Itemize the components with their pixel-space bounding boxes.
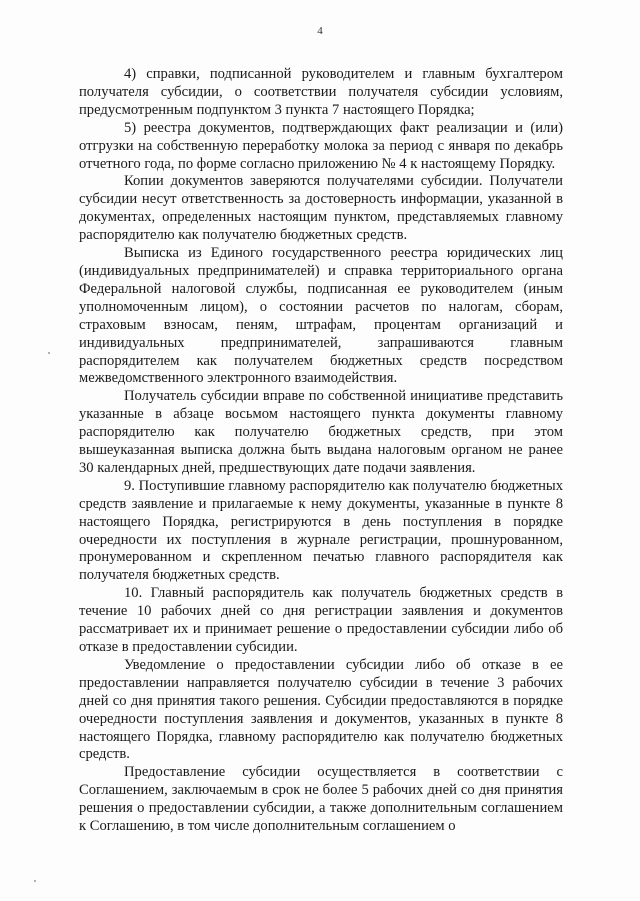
paragraph-document-copies: Копии документов заверяются получателями субсидии. Получатели субсидии несут ответственность за достоверность информации, указанной в документах, определенных настоящим пунктом, представляемых главному распорядителю как получателю бюджетных средств. bbox=[79, 173, 563, 244]
paragraph-own-initiative: Получатель субсидии вправе по собственной инициативе представить указанные в абзаце восьмом настоящего пункта документы главному распорядителю как получателю бюджетных средств, при этом вышеуказанная выписка должна быть выдана налоговым органом не ранее 30 календарных дней, предшествующих дате подачи заявления. bbox=[79, 388, 563, 476]
document-body bbox=[79, 66, 563, 836]
scan-speck bbox=[48, 352, 50, 354]
paragraph-item-5: 5) реестра документов, подтверждающих факт реализации и (или) отгрузки на собственную переработку молока за период с января по декабрь отчетного года, по форме согласно приложению № 4 к настоящему Порядку. bbox=[79, 119, 563, 172]
paragraph-section-10: 10. Главный распорядитель как получатель бюджетных средств в течение 10 рабочих дней со дня регистрации заявления и документов рассматривает их и принимает решение о предоставлении субсидии либо об отказе в предоставлении субсидии. bbox=[79, 585, 563, 655]
paragraph-section-9: 9. Поступившие главному распорядителю как получателю бюджетных средств заявление и прилагаемые к нему документы, указанные в пункте 8 настоящего Порядка, регистрируются в день поступления в порядке очередности их поступления в журнале регистрации, прошнурованном, пронумерованном и скрепленном печатью главного распорядителя как получателя бюджетных средств. bbox=[79, 477, 564, 584]
paragraph-notification: Уведомление о предоставлении субсидии либо об отказе в ее предоставлении направляется получателю субсидии в течение 3 рабочих дней со дня принятия такого решения. Субсидии предоставляются в порядке очередности поступления заявления и документов, указанных в пункте 8 настоящего Порядка, главному распорядителю как получателю бюджетных средств. bbox=[79, 656, 563, 763]
paragraph-registry-extract: Выписка из Единого государственного реестра юридических лиц (индивидуальных предпринимателей) и справка территориального органа Федеральной налоговой службы, подписанная ее руководителем (иным уполномоченным лицом), о состоянии расчетов по налогам, сборам, страховым взносам, пеням, штрафам, процентам организаций и индивидуальных предпринимателей, запрашиваются главным распорядителем как получателем бюджетных средств посредством межведомственного электронного взаимодействия. bbox=[79, 245, 563, 387]
paragraph-item-4: 4) справки, подписанной руководителем и главным бухгалтером получателя субсидии, о соответствии получателя субсидии условиям, предусмотренным подпунктом 3 пункта 7 настоящего Порядка; bbox=[79, 66, 563, 118]
paragraph-agreement: Предоставление субсидии осуществляется в соответствии с Соглашением, заключаемым в срок не более 5 рабочих дней со дня принятия решения о предоставлении субсидии, а также дополнительным соглашением к Соглашению, в том числе дополнительным соглашением о bbox=[79, 764, 563, 835]
scan-speck bbox=[34, 880, 36, 882]
page-number: 4 bbox=[317, 25, 323, 37]
